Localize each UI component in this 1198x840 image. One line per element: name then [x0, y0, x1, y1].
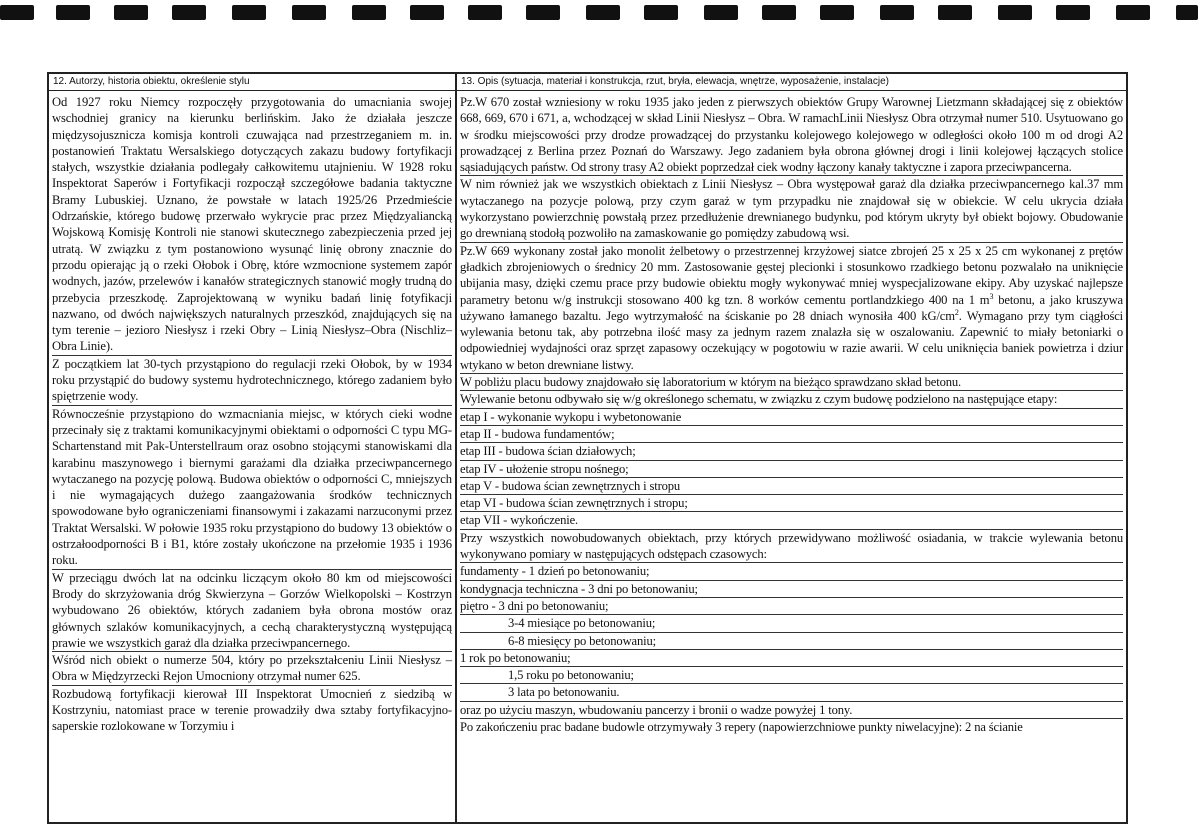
timing-item: piętro - 3 dni po betonowaniu;	[460, 598, 1123, 615]
description-paragraph: Po zakończeniu prac badane budowle otrzymywały 3 repery (napowierzchniowe punkty niwelacyjne): 2 na ścianie	[460, 719, 1023, 734]
stage-item: etap VI - budowa ścian zewnętrznych i stropu;	[460, 495, 1123, 512]
concrete-text-b: betonu, a jako kruszywa używano łamanego bazaltu. Jego wytrzymałość na ściskanie po 28 dniach wynosiła 400 kG/cm	[460, 292, 1123, 323]
stage-item: etap VII - wykończenie.	[460, 512, 1123, 529]
history-paragraph: W przeciągu dwóch lat na odcinku liczącym około 80 km od miejscowości Brody do skrzyżowania dróg Skwierzyna – Gorzów Wielkopolski – Kostrzyn wybudowano 26 obiektów, których zadaniem była obrona mostów oraz głównych szlaków komunikacyjnych, a cechą charakterystyczną występującą prawie we wszystkich garaż dla działka przeciwpancernego.	[52, 570, 452, 652]
timing-item: 3-4 miesiące po betonowaniu;	[460, 615, 1123, 632]
timing-item: 1,5 roku po betonowaniu;	[460, 667, 1123, 684]
description-body	[457, 91, 1126, 735]
authors-history-body	[49, 91, 455, 735]
scanner-mark	[468, 5, 502, 20]
form-sheet	[47, 72, 1128, 824]
timing-item: kondygnacja techniczna - 3 dni po betonowaniu;	[460, 581, 1123, 598]
scanner-mark	[1116, 5, 1150, 20]
scanner-mark	[172, 5, 206, 20]
authors-history-header: 12. Autorzy, historia obiektu, określenie stylu	[49, 74, 455, 91]
timing-item: 6-8 miesięcy po betonowaniu;	[460, 633, 1123, 650]
scanner-mark	[998, 5, 1032, 20]
scanner-marks	[0, 0, 1198, 22]
description-header: 13. Opis (sytuacja, materiał i konstrukcja, rzut, bryła, elewacja, wnętrze, wyposażenie, instalacje)	[457, 74, 1126, 91]
scanner-mark	[410, 5, 444, 20]
scanner-mark	[292, 5, 326, 20]
history-paragraph: Z początkiem lat 30-tych przystąpiono do regulacji rzeki Ołobok, by w 1934 roku przystąpić do budowy systemu hydrotechnicznego, którego zadaniem było spiętrzenie wody.	[52, 356, 452, 406]
concrete-text-c: . Wymagano przy tym ciągłości wylewania betonu tak, aby potrzebna ilość masy za jednym razem znalazła się w oszalowaniu. Zapewnić to miały betoniarki o odpowiedniej wydajności oraz sprzęt zapasowy oczekujący w pogotowiu w razie awarii. W celu uniknięcia baniek powietrza i dziur wtykano w beton drewniane listwy.	[460, 308, 1124, 372]
history-paragraph: Wśród nich obiekt o numerze 504, który po przekształceniu Linii Niesłysz – Obra w Międzyrzecki Rejon Umocniony otrzymał numer 625.	[52, 652, 452, 686]
scanner-mark	[880, 5, 914, 20]
scanner-mark	[56, 5, 90, 20]
stage-item: etap IV - ułożenie stropu nośnego;	[460, 461, 1123, 478]
scanner-mark	[526, 5, 560, 20]
scanner-mark	[938, 5, 972, 20]
scanner-mark	[820, 5, 854, 20]
timing-item: fundamenty - 1 dzień po betonowaniu;	[460, 563, 1123, 580]
timing-item: 1 rok po betonowaniu;	[460, 650, 1123, 667]
scanner-mark	[1056, 5, 1090, 20]
scanner-mark	[352, 5, 386, 20]
scanner-mark	[762, 5, 796, 20]
scanner-mark	[704, 5, 738, 20]
concrete-text-a: Pz.W 669 wykonany został jako monolit żelbetowy o przestrzennej krzyżowej siatce zbrojeń 25 x 25 x 25 cm wykonanej z prętów gładkich zbrojeniowych o średnicy 20 mm. Zastosowanie gęstej plecionki i stosunkowo rzadkiego betonu pozwalało na uniknięcie ubijania masy, dzięki czemu prace przy budowie obiektu mogły wykonywać mniej wyspecjalizowane ekipy. Aby uzyskać najlepsze parametry betonu w/g instrukcji stosowano 400 kg tzn. 8 worków cementu portlandzkiego 400 na 1 m	[460, 243, 1123, 307]
history-paragraph: Rozbudową fortyfikacji kierował III Inspektorat Umocnień z siedzibą w Kostrzyniu, natomiast prace w terenie prowadziły dwa sztaby fortyfikacyjno-saperskie rozlokowane w Torzymiu i	[52, 686, 452, 734]
stage-item: etap III - budowa ścian działowych;	[460, 443, 1123, 460]
stage-item: etap II - budowa fundamentów;	[460, 426, 1123, 443]
description-paragraph: oraz po użyciu maszyn, wbudowaniu pancerzy i bronii o wadze powyżej 1 tony.	[460, 702, 1123, 719]
description-paragraph: Przy wszystkich nowobudowanych obiektach, przy których przewidywano możliwość osiadania, w trakcie wylewania betonu wykonywano pomiary w następujących odstępach czasowych:	[460, 530, 1123, 564]
square-superscript: 2	[954, 307, 959, 317]
description-paragraph	[460, 243, 1123, 374]
description-column	[457, 74, 1126, 822]
description-paragraph: Wylewanie betonu odbywało się w/g określonego schematu, w związku z czym budowę podzielono na następujące etapy:	[460, 391, 1123, 408]
stage-item: etap V - budowa ścian zewnętrznych i stropu	[460, 478, 1123, 495]
scanner-mark	[0, 5, 34, 20]
authors-history-column	[49, 74, 457, 822]
scanner-mark	[586, 5, 620, 20]
scanner-mark	[114, 5, 148, 20]
stage-item: etap I - wykonanie wykopu i wybetonowanie	[460, 409, 1123, 426]
stages-list	[460, 409, 1123, 530]
scanner-mark	[1176, 5, 1198, 20]
timings-list	[460, 563, 1123, 701]
scanner-mark	[232, 5, 266, 20]
cubic-superscript: 3	[989, 291, 994, 301]
timing-item: 3 lata po betonowaniu.	[460, 684, 1123, 701]
description-paragraph: W pobliżu placu budowy znajdowało się laboratorium w którym na bieżąco sprawdzano skład betonu.	[460, 374, 1123, 391]
description-paragraph: W nim również jak we wszystkich obiektach z Linii Niesłysz – Obra występował garaż dla działka przeciwpancernego kal.37 mm wytaczanego na pozycje polową, przy czym garaż w tym przypadku nie znajdował się w obiekcie. W celu ukrycia działa wykorzystano powierzchnię powstałą przez przedłużenie drewnianego budynku, pod którym ukryty był obiekt bojowy. Obudowanie go drewnianą stodołą pozwoliło na zamaskowanie go pomiędzy zabudową wsi.	[460, 176, 1123, 242]
history-paragraph: Od 1927 roku Niemcy rozpoczęły przygotowania do umacniania swojej wschodniej granicy na kierunku berlińskim. Jako że działała jeszcze międzysojusznicza komisja kontroli czuwająca nad przestrzeganiem m. in. postanowień Traktatu Wersalskiego dotyczących zakazu budowy fortyfikacji stałych, wszystkie działania podlegały całkowitemu utajnieniu. W 1928 roku Inspektorat Saperów i Fortyfikacji rozpoczął szczegółowe badania taktyczne Bramy Lubuskiej. Uznano, że powstałe w latach 1925/26 Przedmieście Odrzańskie, którego budowę przerwało wykrycie prac przez Międzyaliancką Wojskową Komisję Kontroli nie stanowi skutecznego zabezpieczenia przed jej utratą. W związku z tym postanowiono wysunąć linię obrony znacznie do przodu opierając ją o rzeki Ołobok i Obrę, które wzmocnione systemem zapór wodnych, jazów, przelewów i kanałów strategicznych stanowić mogły trudną do przebycia przeszkodę. Zaprojektowaną w wyniku badań linię fotyfikacji nazwano, od dwóch największych naturalnych przeszkód, znajdujących się na tym terenie – jezioro Niesłysz i rzeki Obry – Linią Niesłysz–Obra (Nischliz–Obra Linie).	[52, 94, 452, 356]
scanner-mark	[644, 5, 678, 20]
description-paragraph: Pz.W 670 został wzniesiony w roku 1935 jako jeden z pierwszych obiektów Grupy Warownej Lietzmann składającej się z obiektów 668, 669, 670 i 671, a, wchodzącej w skład Linii Niesłysz – Obra. W ramachLinii Niesłysz Obra otrzymał numer 510. Usytuowano go w środku miejscowości przy drodze prowadzącej do przystanku kolejowego kolejowego w odległości około 100 m od drogi A2 prowadzącej z Berlina przez Poznań do Warszawy. Jego zadaniem była obrona głównej drogi i linii kolejowej łączących stolice sąsiadujących państw. Od strony trasy A2 obiekt poprzedzał ciek wodny łączony kanały taktyczne i zapora przeciwpancerna.	[460, 94, 1123, 176]
history-paragraph: Równocześnie przystąpiono do wzmacniania miejsc, w których cieki wodne przecinały się z traktami komunikacyjnymi obiektami o odporności C typu MG-Schartenstand mit Pak-Unterstellraum oraz osobno stojącymi stanowiskami dla karabinu maszynowego i biernymi garażami dla działka przeciwpancernego wytaczanego na pozycję polową. Budowa obiektów o odporności C, mniejszych i nie wymagających dużego zaangażowania środków technicznych spowodowane było ograniczeniami finansowymi i zakazami narzuconymi przez Traktat Wersalski. W połowie 1935 roku przystąpiono do budowy 13 obiektów o ostrzałoodporności B i B1, które zostały ukończone na przełomie 1935 i 1936 roku.	[52, 406, 452, 570]
